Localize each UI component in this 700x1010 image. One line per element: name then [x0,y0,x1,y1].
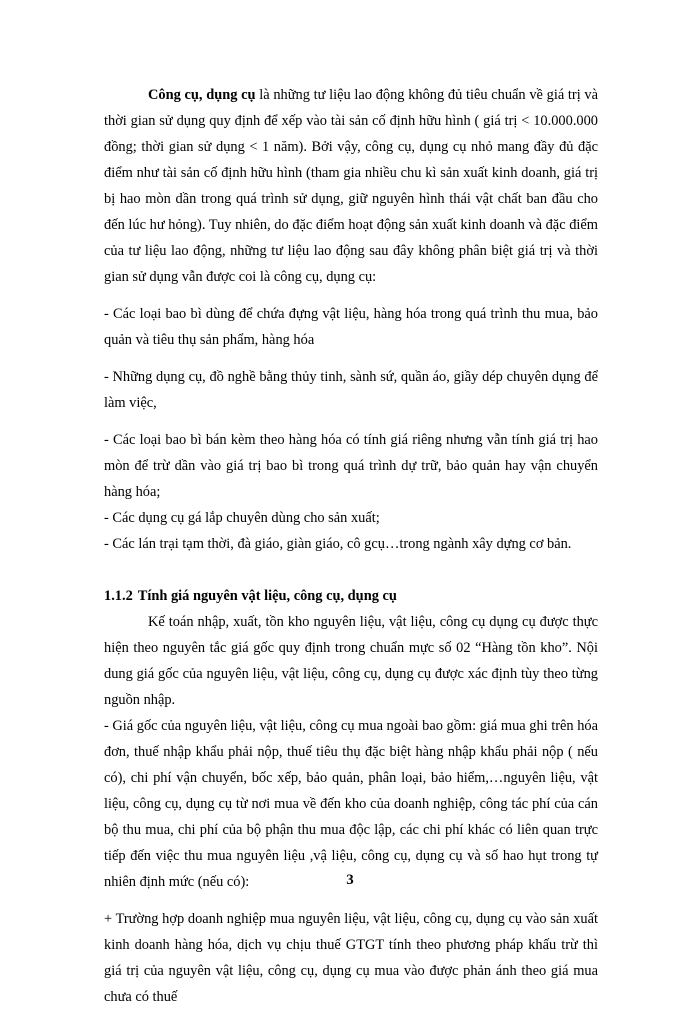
list-item: - Các lán trại tạm thời, đà giáo, giàn giáo, cô gcụ…trong ngành xây dựng cơ bản. [104,536,572,552]
list-item: - Những dụng cụ, đồ nghề bằng thủy tinh, sành sứ, quần áo, giầy dép chuyên dụng để làm việc, [104,369,598,411]
list-item: - Các loại bao bì bán kèm theo hàng hóa có tính giá riêng nhưng vẫn tính giá trị hao mòn để trừ dần vào giá trị bao bì trong quá trình dự trữ, bảo quản hay vận chuyển hàng hóa; [104,432,598,500]
page-number: 3 [346,872,354,888]
paragraph-tools-definition [104,82,598,290]
list-item: - Các dụng cụ gá lắp chuyên dùng cho sản xuất; [104,510,380,526]
section-number: 1.1.2 [104,588,133,604]
section-title: Tính giá nguyên vật liệu, công cụ, dụng cụ [137,588,397,604]
page-content [104,82,598,1010]
paragraph-pricing-principle: Kế toán nhập, xuất, tồn kho nguyên liệu, vật liệu, công cụ dụng cụ được thực hiện theo nguyên tắc giá gốc quy định trong chuẩn mực số 02 “Hàng tồn kho”. Nội dung giá gốc của nguyên liệu, vật liệu, công cụ, dụng cụ được xác định tùy theo từng nguồn nhập. [104,614,598,708]
paragraph-purchase-cost: - Giá gốc của nguyên liệu, vật liệu, công cụ mua ngoài bao gồm: giá mua ghi trên hóa đơn, thuế nhập khẩu phải nộp, thuế tiêu thụ đặc biệt hàng nhập khẩu phải nộp ( nếu có), chi phí vận chuyển, bốc xếp, bảo quản, phân loại, bảo hiểm,…nguyên liệu, vật liệu, công cụ, dụng cụ từ nơi mua về đến kho của doanh nghiệp, công tác phí của cán bộ thu mua, chi phí của bộ phận thu mua độc lập, các chi phí khác có liên quan trực tiếp đến việc thu mua nguyên liệu ,vậ liệu, công cụ, dụng cụ và số hao hụt trong tự nhiên định mức (nếu có): [104,718,598,890]
paragraph-vat-case: + Trường hợp doanh nghiệp mua nguyên liệu, vật liệu, công cụ, dụng cụ vào sản xuất kinh doanh hàng hóa, dịch vụ chịu thuế GTGT tính theo phương pháp khấu trừ thì giá trị của nguyên vật liệu, công cụ, dụng cụ mua vào được phản ánh theo giá mua chưa có thuế [104,911,598,1005]
list-item: - Các loại bao bì dùng để chứa đựng vật liệu, hàng hóa trong quá trình thu mua, bảo quản và tiêu thụ sản phẩm, hàng hóa [104,306,598,348]
term-tools: Công cụ, dụng cụ [148,87,256,103]
section-heading [104,583,598,609]
paragraph-text: là những tư liệu lao động không đủ tiêu chuẩn về giá trị và thời gian sử dụng quy định để xếp vào tài sản cố định hữu hình ( giá trị < 10.000.000 đồng; thời gian sử dụng < 1 năm). Bởi vậy, công cụ, dụng cụ nhỏ mang đầy đủ đặc điểm như tài sản cố định hữu hình (tham gia nhiều chu kì sản xuất kinh doanh, giá trị bị hao mòn dần trong quá trình sử dụng, giữ nguyên hình thái vật chất ban đầu cho đến lúc hư hỏng). Tuy nhiên, do đặc điểm hoạt động sản xuất kinh doanh và đặc điểm của tư liệu lao động, những tư liệu lao động sau đây không phân biệt giá trị và thời gian sử dụng vẫn được coi là công cụ, dụng cụ: [104,87,598,285]
